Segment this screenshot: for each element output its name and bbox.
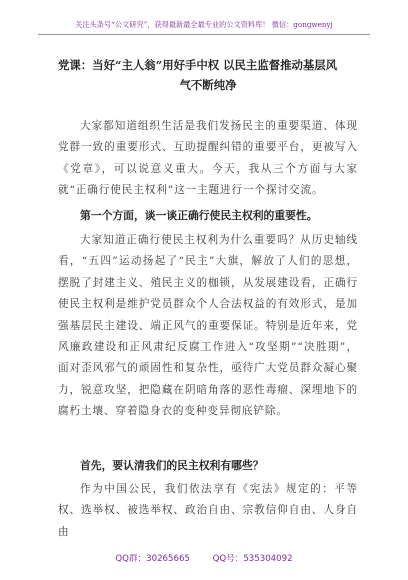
intro-paragraph: 大家都知道组织生活是我们发扬民主的重要渠道、体现党群一致的重要形式、互助提醒纠错的重要平台，更被写入《党章》，可以说意义重大。今天，我从三个方面与大家就“正确行使民主权利”这一主题进行一个探讨交流。	[58, 120, 358, 197]
section-heading-1: 第一个方面，谈一谈正确行使民主权利的重要性。	[80, 209, 318, 222]
qq-number-text: QQ号：535304092	[212, 554, 293, 564]
title-line-2: 气不断纯净	[179, 78, 237, 92]
body-paragraph-importance: 大家知道正确行使民主权利为什么重要吗？从历史轴线看，“五四”运动扬起了“民主”大旗，解放了人们的思想，摆脱了封建主义、殖民主义的枷锁，从发展建设看，正确行使民主权利是维护党员群众个人合法权益的有效形式，是加强基层民主建设、端正风气的重要保证。特别是近年来，党风廉政建设和正风肃纪反腐工作进入“攻坚期”“决胜期”，面对歪风邪气的顽固性和复杂性，亟待广大党员群众凝心聚力，锐意攻坚，把隐藏在阴暗角落的恶性毒瘤、深埋地下的腐朽土壤、穿着隐身衣的变种变异彻底铲除。	[58, 234, 358, 418]
title-line-1: 党课：当好“主人翁”用好手中权 以民主监督推动基层风	[58, 58, 338, 72]
section-heading-2: 首先，要认清我们的民主权利有哪些？	[80, 459, 264, 472]
body-paragraph-rights: 作为中国公民，我们依法享有《宪法》规定的：平等权、选举权、被选举权、政治自由、宗教信仰自由、人身自由	[58, 483, 358, 538]
footer-contact	[0, 552, 408, 564]
document-title	[58, 55, 358, 95]
header-note: 关注头条号“公文研究”，获得最新最全最专业的公文资料库！ 微信：gongwenyj	[75, 20, 333, 29]
header-divider	[38, 34, 370, 35]
qq-group-text: QQ群：30265665	[115, 554, 190, 564]
